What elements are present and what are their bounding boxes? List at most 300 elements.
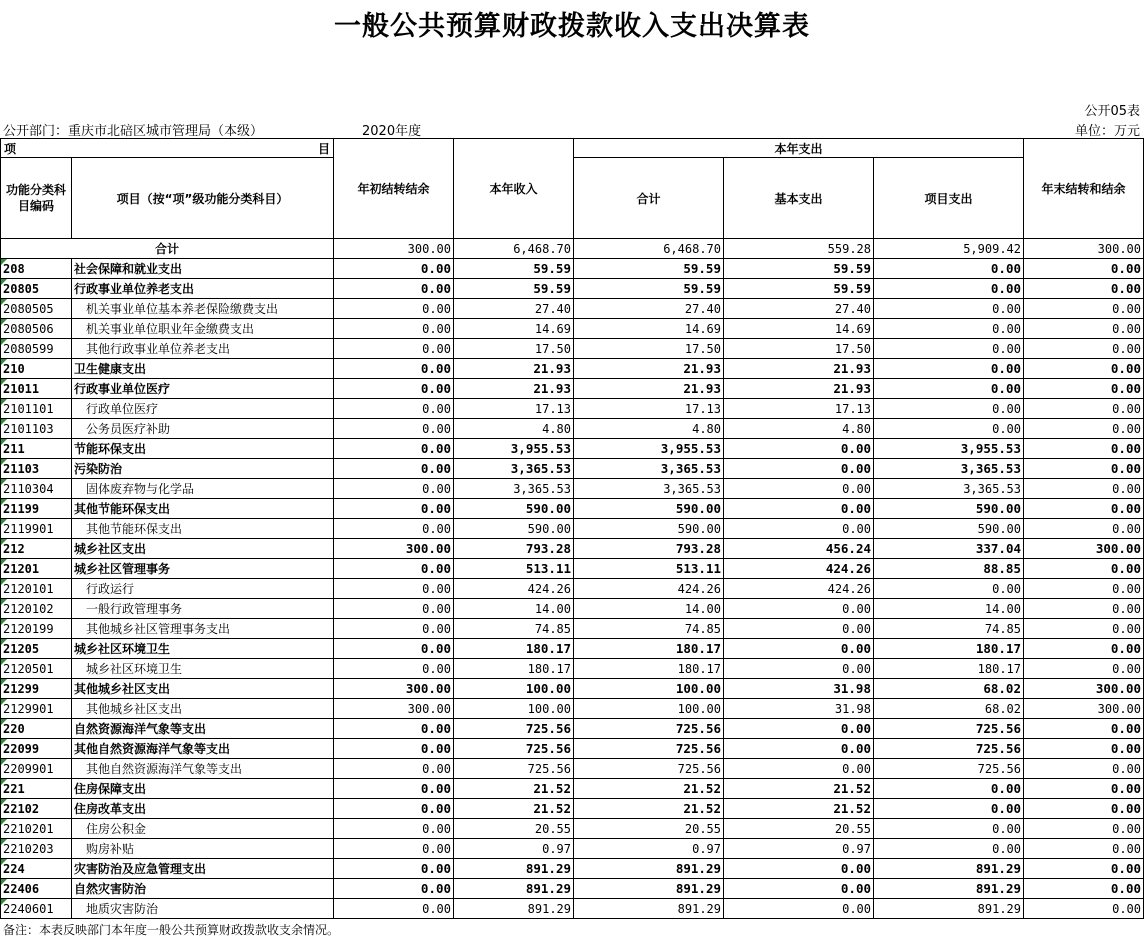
row-value: 590.00: [874, 499, 1024, 519]
row-value: 0.00: [1024, 719, 1144, 739]
table-row: [1, 359, 1144, 379]
row-value: 0.00: [874, 839, 1024, 859]
row-value: 0.00: [334, 419, 454, 439]
header-expense-project: 项目支出: [874, 158, 1024, 239]
table-row: [1, 879, 1144, 899]
table-row: [1, 379, 1144, 399]
total-cell: 6,468.70: [454, 239, 574, 259]
row-value: 725.56: [454, 719, 574, 739]
row-value: 14.69: [574, 319, 724, 339]
header-expense-group: 本年支出: [574, 139, 1024, 158]
row-value: 0.00: [334, 439, 454, 459]
row-value: 17.50: [574, 339, 724, 359]
row-name: 一般行政管理事务: [72, 599, 334, 619]
row-code: 2209901: [1, 759, 72, 779]
row-value: 0.00: [1024, 899, 1144, 919]
row-value: 0.00: [334, 379, 454, 399]
row-value: 0.00: [334, 819, 454, 839]
row-value: 14.69: [454, 319, 574, 339]
row-value: 0.00: [334, 559, 454, 579]
row-value: 0.00: [1024, 279, 1144, 299]
total-cell: 300.00: [1024, 239, 1144, 259]
row-value: 300.00: [1024, 699, 1144, 719]
row-value: 0.00: [1024, 259, 1144, 279]
row-value: 0.00: [874, 379, 1024, 399]
row-value: 0.00: [334, 359, 454, 379]
table-row: [1, 579, 1144, 599]
form-number: 公开05表: [1084, 104, 1140, 119]
row-value: 0.00: [1024, 399, 1144, 419]
table-row: [1, 399, 1144, 419]
row-value: 14.00: [874, 599, 1024, 619]
row-name: 其他自然资源海洋气象等支出: [72, 739, 334, 759]
row-value: 0.00: [334, 339, 454, 359]
row-value: 0.00: [334, 739, 454, 759]
table-row: [1, 339, 1144, 359]
row-value: 0.00: [1024, 799, 1144, 819]
row-name: 固体废弃物与化学品: [72, 479, 334, 499]
row-value: 20.55: [574, 819, 724, 839]
row-value: 17.13: [454, 399, 574, 419]
row-value: 891.29: [874, 879, 1024, 899]
row-value: 891.29: [574, 899, 724, 919]
row-value: 725.56: [574, 759, 724, 779]
table-row: [1, 799, 1144, 819]
row-value: 891.29: [574, 879, 724, 899]
total-cell: 6,468.70: [574, 239, 724, 259]
row-value: 0.00: [334, 279, 454, 299]
row-value: 0.00: [334, 899, 454, 919]
footnote: 备注：本表反映部门本年度一般公共预算财政拨款收支余情况。: [3, 923, 340, 937]
row-value: 20.55: [454, 819, 574, 839]
row-name: 污染防治: [72, 459, 334, 479]
row-value: 0.00: [724, 899, 874, 919]
row-value: 88.85: [874, 559, 1024, 579]
row-name: 城乡社区管理事务: [72, 559, 334, 579]
row-value: 725.56: [454, 759, 574, 779]
row-code: 2080506: [1, 319, 72, 339]
table-row: [1, 699, 1144, 719]
row-value: 0.00: [1024, 299, 1144, 319]
row-value: 0.00: [1024, 379, 1144, 399]
table-row: [1, 899, 1144, 919]
table-row: [1, 599, 1144, 619]
row-code: 2240601: [1, 899, 72, 919]
row-name: 灾害防治及应急管理支出: [72, 859, 334, 879]
row-code: 2120501: [1, 659, 72, 679]
row-value: 0.00: [334, 519, 454, 539]
row-value: 21.52: [724, 779, 874, 799]
row-code: 212: [1, 539, 72, 559]
row-value: 68.02: [874, 679, 1024, 699]
row-value: 0.00: [1024, 519, 1144, 539]
row-value: 891.29: [874, 859, 1024, 879]
row-value: 0.00: [874, 779, 1024, 799]
row-name: 行政单位医疗: [72, 399, 334, 419]
row-value: 0.00: [1024, 879, 1144, 899]
row-value: 0.00: [334, 879, 454, 899]
table-row: [1, 779, 1144, 799]
row-value: 590.00: [874, 519, 1024, 539]
row-value: 513.11: [574, 559, 724, 579]
row-value: 0.00: [1024, 359, 1144, 379]
row-name: 自然资源海洋气象等支出: [72, 719, 334, 739]
row-value: 31.98: [724, 679, 874, 699]
row-value: 0.00: [874, 339, 1024, 359]
row-value: 891.29: [574, 859, 724, 879]
row-code: 2129901: [1, 699, 72, 719]
row-value: 0.00: [334, 299, 454, 319]
row-value: 0.00: [334, 579, 454, 599]
row-value: 0.00: [334, 399, 454, 419]
row-value: 100.00: [454, 699, 574, 719]
row-value: 17.50: [724, 339, 874, 359]
row-value: 424.26: [574, 579, 724, 599]
row-code: 2120199: [1, 619, 72, 639]
table-row: [1, 559, 1144, 579]
table-row: [1, 719, 1144, 739]
row-value: 59.59: [454, 279, 574, 299]
row-value: 0.00: [724, 739, 874, 759]
row-value: 0.00: [1024, 459, 1144, 479]
row-value: 21.93: [454, 359, 574, 379]
table-row: [1, 419, 1144, 439]
row-name: 行政运行: [72, 579, 334, 599]
row-value: 725.56: [874, 759, 1024, 779]
total-cell: 559.28: [724, 239, 874, 259]
row-code: 21205: [1, 639, 72, 659]
row-value: 590.00: [574, 519, 724, 539]
row-value: 0.00: [1024, 479, 1144, 499]
row-value: 0.00: [724, 619, 874, 639]
row-value: 27.40: [574, 299, 724, 319]
row-value: 590.00: [454, 519, 574, 539]
row-value: 0.00: [724, 439, 874, 459]
table-row: [1, 279, 1144, 299]
row-value: 0.00: [1024, 499, 1144, 519]
row-value: 0.00: [1024, 559, 1144, 579]
row-value: 0.00: [874, 259, 1024, 279]
row-code: 221: [1, 779, 72, 799]
row-value: 59.59: [574, 259, 724, 279]
row-name: 住房改革支出: [72, 799, 334, 819]
row-value: 27.40: [724, 299, 874, 319]
row-name: 社会保障和就业支出: [72, 259, 334, 279]
header-expense-total: 合计: [574, 158, 724, 239]
total-label: 合计: [1, 239, 334, 259]
row-value: 725.56: [874, 719, 1024, 739]
row-value: 0.00: [874, 319, 1024, 339]
row-value: 3,955.53: [874, 439, 1024, 459]
row-value: 21.93: [454, 379, 574, 399]
row-code: 2120101: [1, 579, 72, 599]
row-value: 0.00: [724, 719, 874, 739]
row-value: 0.00: [334, 839, 454, 859]
row-code: 21201: [1, 559, 72, 579]
table-row: [1, 319, 1144, 339]
row-value: 0.00: [334, 719, 454, 739]
row-value: 31.98: [724, 699, 874, 719]
row-name: 卫生健康支出: [72, 359, 334, 379]
table-row: [1, 299, 1144, 319]
row-value: 0.00: [1024, 739, 1144, 759]
row-value: 21.52: [574, 799, 724, 819]
row-value: 590.00: [574, 499, 724, 519]
row-value: 100.00: [574, 679, 724, 699]
row-value: 0.00: [724, 519, 874, 539]
header-begin-balance: 年初结转结余: [334, 139, 454, 239]
row-name: 其他节能环保支出: [72, 499, 334, 519]
row-value: 725.56: [874, 739, 1024, 759]
row-code: 211: [1, 439, 72, 459]
row-value: 21.52: [724, 799, 874, 819]
row-value: 4.80: [724, 419, 874, 439]
header-expense-basic: 基本支出: [724, 158, 874, 239]
table-row: [1, 259, 1144, 279]
row-value: 590.00: [454, 499, 574, 519]
total-row: [1, 239, 1144, 259]
row-value: 0.00: [1024, 319, 1144, 339]
row-code: 2110304: [1, 479, 72, 499]
row-value: 14.00: [454, 599, 574, 619]
row-value: 21.52: [454, 779, 574, 799]
row-value: 0.00: [334, 499, 454, 519]
row-name: 节能环保支出: [72, 439, 334, 459]
row-value: 0.00: [724, 459, 874, 479]
row-code: 2210201: [1, 819, 72, 839]
row-value: 3,365.53: [874, 459, 1024, 479]
row-value: 424.26: [724, 579, 874, 599]
row-value: 0.00: [334, 259, 454, 279]
row-value: 0.00: [874, 579, 1024, 599]
row-value: 0.00: [334, 459, 454, 479]
row-code: 208: [1, 259, 72, 279]
row-value: 4.80: [574, 419, 724, 439]
row-value: 0.00: [334, 319, 454, 339]
table-row: [1, 819, 1144, 839]
row-value: 0.00: [724, 499, 874, 519]
row-value: 300.00: [334, 699, 454, 719]
row-value: 74.85: [454, 619, 574, 639]
row-value: 891.29: [454, 899, 574, 919]
row-value: 0.00: [874, 299, 1024, 319]
row-code: 220: [1, 719, 72, 739]
budget-table: [0, 138, 1144, 919]
row-value: 21.93: [574, 379, 724, 399]
row-value: 725.56: [574, 719, 724, 739]
table-row: [1, 659, 1144, 679]
row-value: 725.56: [454, 739, 574, 759]
row-code: 21103: [1, 459, 72, 479]
row-value: 14.69: [724, 319, 874, 339]
row-value: 0.00: [1024, 859, 1144, 879]
row-value: 3,365.53: [454, 459, 574, 479]
row-code: 210: [1, 359, 72, 379]
row-value: 21.52: [574, 779, 724, 799]
row-name: 自然灾害防治: [72, 879, 334, 899]
row-value: 424.26: [454, 579, 574, 599]
row-name: 城乡社区环境卫生: [72, 639, 334, 659]
row-value: 3,365.53: [874, 479, 1024, 499]
row-value: 725.56: [574, 739, 724, 759]
table-row: [1, 639, 1144, 659]
header-item: [1, 139, 334, 158]
row-name: 地质灾害防治: [72, 899, 334, 919]
row-value: 180.17: [874, 639, 1024, 659]
row-value: 4.80: [454, 419, 574, 439]
row-value: 0.00: [334, 859, 454, 879]
table-row: [1, 439, 1144, 459]
row-value: 3,365.53: [454, 479, 574, 499]
row-value: 0.00: [1024, 619, 1144, 639]
row-code: 21011: [1, 379, 72, 399]
row-value: 300.00: [1024, 539, 1144, 559]
row-value: 0.00: [1024, 599, 1144, 619]
row-name: 机关事业单位职业年金缴费支出: [72, 319, 334, 339]
row-value: 424.26: [724, 559, 874, 579]
row-name: 行政事业单位医疗: [72, 379, 334, 399]
row-value: 0.00: [1024, 439, 1144, 459]
row-value: 0.00: [334, 639, 454, 659]
row-code: 22102: [1, 799, 72, 819]
row-code: 2080599: [1, 339, 72, 359]
row-value: 337.04: [874, 539, 1024, 559]
row-value: 0.00: [724, 659, 874, 679]
row-value: 0.00: [874, 419, 1024, 439]
total-cell: 5,909.42: [874, 239, 1024, 259]
header-code: 功能分类科目编码: [1, 158, 72, 239]
row-value: 891.29: [454, 879, 574, 899]
row-value: 180.17: [874, 659, 1024, 679]
row-value: 21.52: [454, 799, 574, 819]
row-value: 0.00: [1024, 579, 1144, 599]
table-row: [1, 859, 1144, 879]
row-code: 2080505: [1, 299, 72, 319]
row-value: 0.00: [874, 799, 1024, 819]
row-value: 0.00: [334, 599, 454, 619]
row-value: 17.13: [724, 399, 874, 419]
row-value: 59.59: [724, 259, 874, 279]
row-code: 20805: [1, 279, 72, 299]
row-value: 59.59: [454, 259, 574, 279]
table-row: [1, 739, 1144, 759]
row-value: 793.28: [574, 539, 724, 559]
row-value: 180.17: [574, 659, 724, 679]
row-code: 2210203: [1, 839, 72, 859]
row-name: 购房补贴: [72, 839, 334, 859]
table-row: [1, 539, 1144, 559]
row-value: 17.13: [574, 399, 724, 419]
row-value: 0.00: [334, 799, 454, 819]
row-value: 180.17: [454, 639, 574, 659]
row-value: 0.97: [724, 839, 874, 859]
row-value: 0.00: [1024, 639, 1144, 659]
row-name: 城乡社区支出: [72, 539, 334, 559]
row-value: 180.17: [574, 639, 724, 659]
row-code: 2119901: [1, 519, 72, 539]
table-row: [1, 679, 1144, 699]
row-value: 21.93: [724, 359, 874, 379]
row-code: 21199: [1, 499, 72, 519]
row-value: 0.97: [454, 839, 574, 859]
row-code: 2101101: [1, 399, 72, 419]
row-value: 100.00: [574, 699, 724, 719]
header-mu: 目: [317, 141, 330, 156]
row-value: 59.59: [724, 279, 874, 299]
row-value: 300.00: [334, 679, 454, 699]
row-code: 2101103: [1, 419, 72, 439]
row-value: 0.00: [1024, 759, 1144, 779]
row-code: 224: [1, 859, 72, 879]
row-value: 0.00: [334, 779, 454, 799]
table-row: [1, 499, 1144, 519]
row-value: 3,365.53: [574, 479, 724, 499]
header-name: 项目（按“项”级功能分类科目）: [72, 158, 334, 239]
row-name: 其他城乡社区支出: [72, 679, 334, 699]
row-value: 0.00: [334, 619, 454, 639]
row-value: 0.00: [724, 879, 874, 899]
row-name: 其他城乡社区管理事务支出: [72, 619, 334, 639]
table-row: [1, 519, 1144, 539]
row-value: 0.00: [724, 759, 874, 779]
row-value: 0.00: [334, 659, 454, 679]
table-row: [1, 459, 1144, 479]
row-value: 0.00: [724, 599, 874, 619]
row-value: 68.02: [874, 699, 1024, 719]
row-value: 0.00: [724, 479, 874, 499]
row-value: 0.00: [724, 859, 874, 879]
table-row: [1, 759, 1144, 779]
table-row: [1, 479, 1144, 499]
row-code: 22099: [1, 739, 72, 759]
row-value: 0.00: [334, 479, 454, 499]
row-name: 行政事业单位养老支出: [72, 279, 334, 299]
row-value: 0.00: [874, 279, 1024, 299]
row-value: 100.00: [454, 679, 574, 699]
row-name: 住房保障支出: [72, 779, 334, 799]
row-value: 891.29: [454, 859, 574, 879]
row-value: 0.00: [874, 359, 1024, 379]
row-value: 180.17: [454, 659, 574, 679]
row-value: 0.00: [1024, 779, 1144, 799]
row-name: 机关事业单位基本养老保险缴费支出: [72, 299, 334, 319]
row-name: 其他行政事业单位养老支出: [72, 339, 334, 359]
row-value: 3,365.53: [574, 459, 724, 479]
unit-label: 单位：万元: [1074, 124, 1140, 139]
row-name: 其他城乡社区支出: [72, 699, 334, 719]
row-value: 14.00: [574, 599, 724, 619]
row-value: 21.93: [574, 359, 724, 379]
row-value: 513.11: [454, 559, 574, 579]
row-value: 0.00: [874, 399, 1024, 419]
row-value: 0.97: [574, 839, 724, 859]
row-value: 456.24: [724, 539, 874, 559]
row-value: 0.00: [1024, 339, 1144, 359]
row-value: 0.00: [1024, 839, 1144, 859]
header-income: 本年收入: [454, 139, 574, 239]
page-title: 一般公共预算财政拨款收入支出决算表: [334, 11, 810, 42]
row-value: 74.85: [574, 619, 724, 639]
row-code: 2120102: [1, 599, 72, 619]
row-name: 城乡社区环境卫生: [72, 659, 334, 679]
row-value: 0.00: [724, 639, 874, 659]
header-xiang: 项: [4, 141, 17, 156]
row-value: 74.85: [874, 619, 1024, 639]
row-name: 其他自然资源海洋气象等支出: [72, 759, 334, 779]
row-name: 其他节能环保支出: [72, 519, 334, 539]
row-code: 21299: [1, 679, 72, 699]
row-value: 793.28: [454, 539, 574, 559]
